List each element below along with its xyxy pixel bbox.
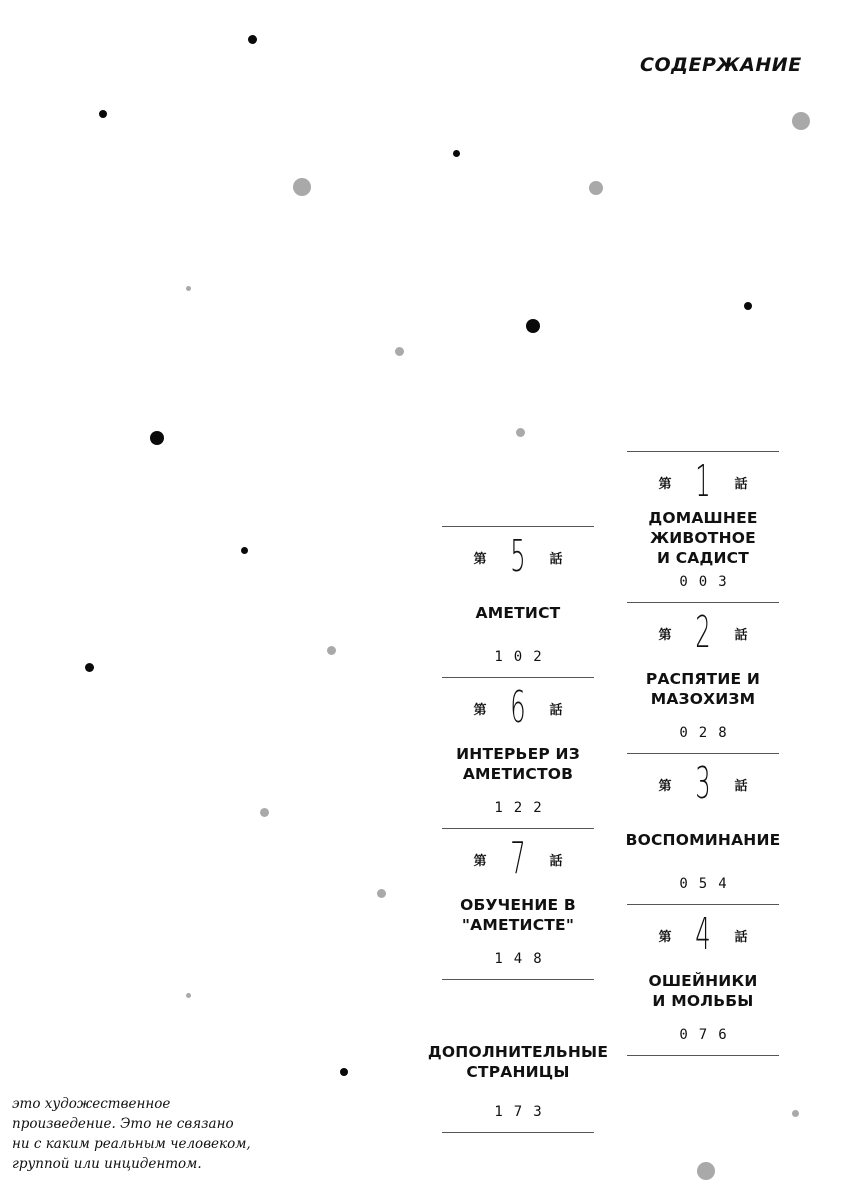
decorative-dot <box>340 1068 348 1076</box>
chapter-title: РАСПЯТИЕ И МАЗОХИЗМ <box>645 670 761 708</box>
chapter-page-number: 102 <box>494 649 553 665</box>
toc-entry-chapter-5[interactable] <box>442 527 594 677</box>
chapter-page-number: 076 <box>679 1027 738 1043</box>
decorative-dot <box>99 110 107 118</box>
decorative-dot <box>293 178 311 196</box>
extras-title: ДОПОЛНИТЕЛЬНЫЕ СТРАНИЦЫ <box>427 1043 609 1081</box>
chapter-number: 2 <box>695 607 711 658</box>
chapter-kanji-suffix: 話 <box>734 929 748 945</box>
decorative-dot <box>589 181 603 195</box>
chapter-title: ОБУЧЕНИЕ В "АМЕТИСТЕ" <box>460 896 576 934</box>
chapter-page-number: 148 <box>494 951 553 967</box>
chapter-kanji-prefix: 第 <box>473 551 487 567</box>
decorative-dot <box>260 808 269 817</box>
decorative-dot <box>453 150 460 157</box>
chapter-title: ОШЕЙНИКИ И МОЛЬБЫ <box>648 972 758 1010</box>
chapter-number: 3 <box>695 758 711 809</box>
chapter-number: 4 <box>695 909 711 960</box>
toc-entry-chapter-6[interactable] <box>442 678 594 828</box>
chapter-title: ДОМАШНЕЕ ЖИВОТНОЕ И САДИСТ <box>648 509 758 567</box>
chapter-page-number: 028 <box>679 725 738 741</box>
toc-entry-extras[interactable] <box>427 980 609 1132</box>
chapter-number: 7 <box>510 833 526 884</box>
decorative-dot <box>792 112 810 130</box>
chapter-number: 1 <box>695 456 711 507</box>
chapter-heading <box>627 452 779 512</box>
chapter-kanji-prefix: 第 <box>658 929 672 945</box>
decorative-dot <box>377 889 386 898</box>
chapter-heading <box>442 527 594 587</box>
chapter-title: ИНТЕРЬЕР ИЗ АМЕТИСТОВ <box>456 745 580 783</box>
decorative-dot <box>744 302 752 310</box>
chapter-kanji-suffix: 話 <box>734 778 748 794</box>
decorative-dot <box>150 431 164 445</box>
decorative-dot <box>186 286 191 291</box>
toc-entry-chapter-7[interactable] <box>442 829 594 979</box>
chapter-heading <box>442 678 594 738</box>
chapter-kanji-prefix: 第 <box>473 853 487 869</box>
decorative-dot <box>395 347 404 356</box>
chapter-page-number: 003 <box>679 574 738 590</box>
chapter-kanji-suffix: 話 <box>549 853 563 869</box>
chapter-heading <box>442 829 594 889</box>
divider <box>627 1055 779 1056</box>
decorative-dot <box>516 428 525 437</box>
decorative-dot <box>186 993 191 998</box>
chapter-kanji-prefix: 第 <box>658 778 672 794</box>
decorative-dot <box>241 547 248 554</box>
chapter-kanji-prefix: 第 <box>658 627 672 643</box>
chapter-kanji-suffix: 話 <box>734 476 748 492</box>
chapter-kanji-suffix: 話 <box>734 627 748 643</box>
decorative-dot <box>697 1162 715 1180</box>
toc-entry-chapter-2[interactable] <box>627 603 779 753</box>
decorative-dot <box>792 1110 799 1117</box>
chapter-kanji-suffix: 話 <box>549 551 563 567</box>
chapter-page-number: 122 <box>494 800 553 816</box>
chapter-number: 5 <box>510 531 526 582</box>
chapter-heading <box>627 905 779 965</box>
divider <box>442 1132 594 1133</box>
toc-entry-chapter-4[interactable] <box>627 905 779 1055</box>
decorative-dot <box>85 663 94 672</box>
page-title: СОДЕРЖАНИЕ <box>640 54 802 76</box>
disclaimer-note: это художественное произведение. Это не связано ни с каким реальным человеком, группой или инцидентом. <box>12 1096 251 1172</box>
chapter-title: ВОСПОМИНАНИЕ <box>625 831 781 849</box>
chapter-title: АМЕТИСТ <box>475 604 561 622</box>
toc-entry-chapter-3[interactable] <box>627 754 779 904</box>
toc-column-left <box>427 526 609 1133</box>
chapter-kanji-prefix: 第 <box>473 702 487 718</box>
decorative-dot <box>327 646 336 655</box>
toc-entry-chapter-1[interactable] <box>627 452 779 602</box>
decorative-dot <box>248 35 257 44</box>
chapter-heading <box>627 754 779 814</box>
extras-page-number: 173 <box>494 1104 553 1120</box>
decorative-dot <box>526 319 540 333</box>
chapter-heading <box>627 603 779 663</box>
chapter-kanji-prefix: 第 <box>658 476 672 492</box>
chapter-page-number: 054 <box>679 876 738 892</box>
chapter-kanji-suffix: 話 <box>549 702 563 718</box>
chapter-number: 6 <box>510 682 526 733</box>
toc-column-right <box>627 451 779 1056</box>
